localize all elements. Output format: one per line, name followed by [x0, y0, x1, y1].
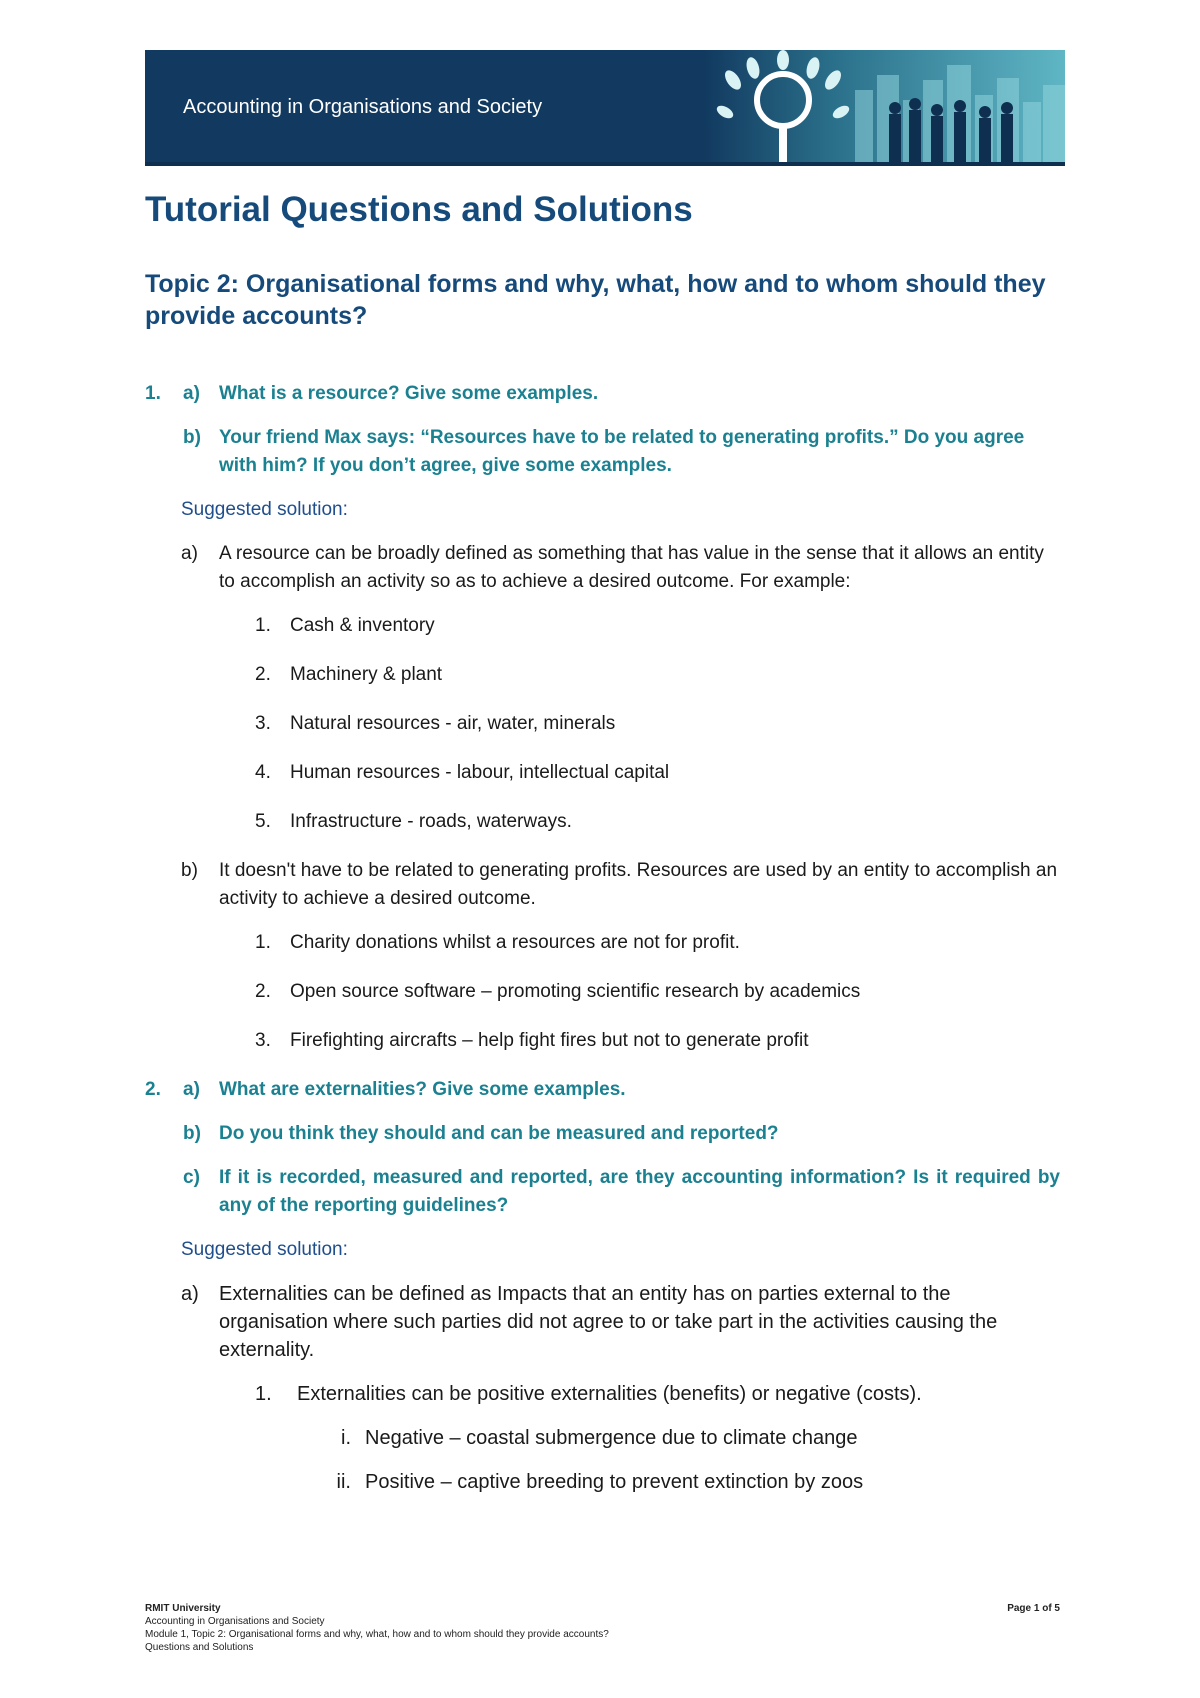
list-number: 3. [255, 713, 271, 734]
suggested-solution-label: Suggested solution: [181, 499, 348, 520]
list-item [145, 612, 1060, 640]
answer-1b [145, 857, 1060, 913]
question-text: Your friend Max says: “Resources have to be related to generating profits.” Do you agree with him? If you don’t agree, give some examples. [219, 427, 1025, 476]
list-text: Cash & inventory [290, 615, 435, 636]
question-number: 1. [145, 383, 161, 404]
list-text: Infrastructure - roads, waterways. [290, 811, 572, 832]
banner-title: Accounting in Organisations and Society [183, 96, 543, 118]
list-item [145, 1027, 1060, 1055]
list-text: Open source software – promoting scientific research by academics [290, 981, 861, 1002]
list-text: Firefighting aircrafts – help fight fires but not to generate profit [290, 1030, 809, 1051]
question-2b [145, 1120, 1060, 1148]
list-item [145, 929, 1060, 957]
page-footer [145, 1602, 1060, 1654]
list-number: 2. [255, 664, 271, 685]
list-item [145, 1380, 1060, 1408]
question-letter: c) [183, 1167, 200, 1188]
question-text: What is a resource? Give some examples. [219, 383, 599, 404]
question-letter: a) [183, 1079, 200, 1100]
footer-doc: Questions and Solutions [145, 1642, 254, 1653]
list-number: 1. [255, 615, 271, 636]
list-text: Positive – captive breeding to prevent extinction by zoos [365, 1471, 864, 1493]
answer-text: A resource can be broadly defined as something that has value in the sense that it allows an entity to accomplish an activity so as to achieve a desired outcome. For example: [219, 543, 1044, 592]
question-letter: a) [183, 383, 200, 404]
list-number: 1. [255, 932, 271, 953]
list-text: Negative – coastal submergence due to climate change [365, 1427, 858, 1449]
answer-letter: b) [181, 860, 198, 881]
list-item [145, 978, 1060, 1006]
answer-letter: a) [181, 1283, 199, 1305]
page-number: Page 1 of 5 [1007, 1603, 1060, 1614]
answer-1a [145, 540, 1060, 596]
roman-list-item [145, 1424, 1060, 1452]
question-text: What are externalities? Give some examples. [219, 1079, 626, 1100]
banner-illustration [705, 50, 1065, 162]
question-2a [145, 1076, 1060, 1104]
question-number: 2. [145, 1079, 161, 1100]
list-item [145, 759, 1060, 787]
question-1a [145, 380, 1060, 408]
footer-module: Module 1, Topic 2: Organisational forms and why, what, how and to whom should they provide accounts? [145, 1629, 609, 1640]
topic-title: Topic 2: Organisational forms and why, what, how and to whom should they provide accounts? [145, 270, 1046, 330]
question-text: Do you think they should and can be measured and reported? [219, 1123, 779, 1144]
answer-2a [145, 1280, 1060, 1364]
roman-numeral: i. [341, 1427, 351, 1449]
question-letter: b) [183, 1123, 201, 1144]
list-item [145, 661, 1060, 689]
list-item [145, 808, 1060, 836]
list-text: Human resources - labour, intellectual capital [290, 762, 670, 783]
list-text: Natural resources - air, water, minerals [290, 713, 616, 734]
list-text: Externalities can be positive externalities (benefits) or negative (costs). [297, 1383, 922, 1405]
list-text: Charity donations whilst a resources are not for profit. [290, 932, 740, 953]
footer-course: Accounting in Organisations and Society [145, 1616, 325, 1627]
answer-letter: a) [181, 543, 198, 564]
answer-text: Externalities can be defined as Impacts that an entity has on parties external to the organisation where such parties did not agree to or take part in the activities causing the externality. [219, 1283, 998, 1361]
document-body [145, 380, 1060, 1512]
question-2c [145, 1164, 1060, 1220]
question-letter: b) [183, 427, 201, 448]
footer-university: RMIT University [145, 1603, 221, 1614]
list-number: 4. [255, 762, 271, 783]
suggested-solution-label: Suggested solution: [181, 1239, 348, 1260]
answer-text: It doesn't have to be related to generating profits. Resources are used by an entity to accomplish an activity to achieve a desired outcome. [219, 860, 1058, 909]
list-number: 3. [255, 1030, 271, 1051]
roman-numeral: ii. [336, 1471, 351, 1493]
list-number: 1. [255, 1383, 272, 1405]
list-number: 2. [255, 981, 271, 1002]
list-text: Machinery & plant [290, 664, 443, 685]
list-number: 5. [255, 811, 271, 832]
roman-list-item [145, 1468, 1060, 1496]
list-item [145, 710, 1060, 738]
document-title: Tutorial Questions and Solutions [145, 190, 693, 229]
question-1b [145, 424, 1060, 480]
question-text: If it is recorded, measured and reported, are they accounting information? Is it required by any of the reporting guidelines? [219, 1167, 1060, 1216]
header-banner [145, 50, 1065, 166]
